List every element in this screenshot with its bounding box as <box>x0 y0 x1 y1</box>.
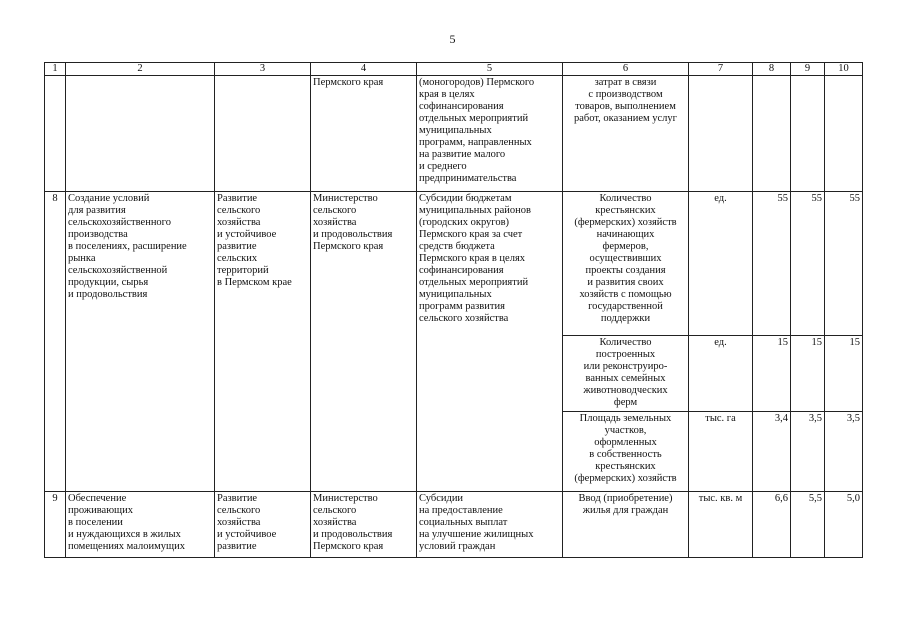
column-header-2: 2 <box>66 63 215 76</box>
column-header-7: 7 <box>689 63 753 76</box>
indicator-cell: Количество крестьянских (фермерских) хозяйств начинающих фермеров, осуществивших проекты создания и развития своих хозяйств с помощью государственной поддержки <box>563 192 689 336</box>
measure-cell: (моногородов) Пермского края в целях софинансирования отдельных мероприятий муниципальных программ, направленных на развитие малого и среднего предпринимательства <box>417 76 563 192</box>
column-header-1: 1 <box>45 63 66 76</box>
column-header-6: 6 <box>563 63 689 76</box>
column-header-8: 8 <box>753 63 791 76</box>
value-cell: 15 <box>825 336 863 412</box>
executor-cell: Министерство сельского хозяйства и продовольствия Пермского края <box>311 192 417 492</box>
value-cell: 5,5 <box>791 492 825 558</box>
unit-cell: тыс. га <box>689 412 753 492</box>
program-cell <box>215 76 311 192</box>
value-cell: 3,5 <box>791 412 825 492</box>
task-cell: Создание условий для развития сельскохозяйственного производства в поселениях, расширение рынка сельскохозяйственной продукции, сырья и продовольствия <box>66 192 215 492</box>
value-cell: 3,4 <box>753 412 791 492</box>
task-cell: Обеспечение проживающих в поселении и нуждающихся в жилых помещениях малоимущих <box>66 492 215 558</box>
value-cell <box>753 76 791 192</box>
indicator-cell: Ввод (приобретение) жилья для граждан <box>563 492 689 558</box>
column-header-3: 3 <box>215 63 311 76</box>
page-number: 5 <box>449 32 456 46</box>
unit-cell: ед. <box>689 192 753 336</box>
column-header-5: 5 <box>417 63 563 76</box>
value-cell: 15 <box>791 336 825 412</box>
measure-cell: Субсидии бюджетам муниципальных районов (городских округов) Пермского края за счет средств бюджета Пермского края в целях софинансирования отдельных мероприятий муниципальных программ развития сельского хозяйства <box>417 192 563 492</box>
value-cell <box>825 76 863 192</box>
indicator-cell: затрат в связи с производством товаров, выполнением работ, оказанием услуг <box>563 76 689 192</box>
indicator-cell: Количество построенных или реконструиро- ванных семейных животноводческих ферм <box>563 336 689 412</box>
task-cell <box>66 76 215 192</box>
executor-cell: Пермского края <box>311 76 417 192</box>
program-cell: Развитие сельского хозяйства и устойчивое развитие сельских территорий в Пермском крае <box>215 192 311 492</box>
value-cell: 55 <box>753 192 791 336</box>
program-table <box>44 62 863 558</box>
program-cell: Развитие сельского хозяйства и устойчивое развитие <box>215 492 311 558</box>
value-cell: 55 <box>791 192 825 336</box>
table-row <box>45 192 863 336</box>
row-number-cell: 8 <box>45 192 66 492</box>
column-header-10: 10 <box>825 63 863 76</box>
table-row <box>45 492 863 558</box>
table-row <box>45 76 863 192</box>
unit-cell: ед. <box>689 336 753 412</box>
unit-cell: тыс. кв. м <box>689 492 753 558</box>
value-cell: 15 <box>753 336 791 412</box>
measure-cell: Субсидии на предоставление социальных выплат на улучшение жилищных условий граждан <box>417 492 563 558</box>
unit-cell <box>689 76 753 192</box>
value-cell <box>791 76 825 192</box>
column-header-9: 9 <box>791 63 825 76</box>
value-cell: 6,6 <box>753 492 791 558</box>
value-cell: 3,5 <box>825 412 863 492</box>
executor-cell: Министерство сельского хозяйства и продовольствия Пермского края <box>311 492 417 558</box>
value-cell: 55 <box>825 192 863 336</box>
row-number-cell <box>45 76 66 192</box>
row-number-cell: 9 <box>45 492 66 558</box>
indicator-cell: Площадь земельных участков, оформленных в собственность крестьянских (фермерских) хозяйств <box>563 412 689 492</box>
column-header-4: 4 <box>311 63 417 76</box>
value-cell: 5,0 <box>825 492 863 558</box>
header-row <box>45 63 863 76</box>
